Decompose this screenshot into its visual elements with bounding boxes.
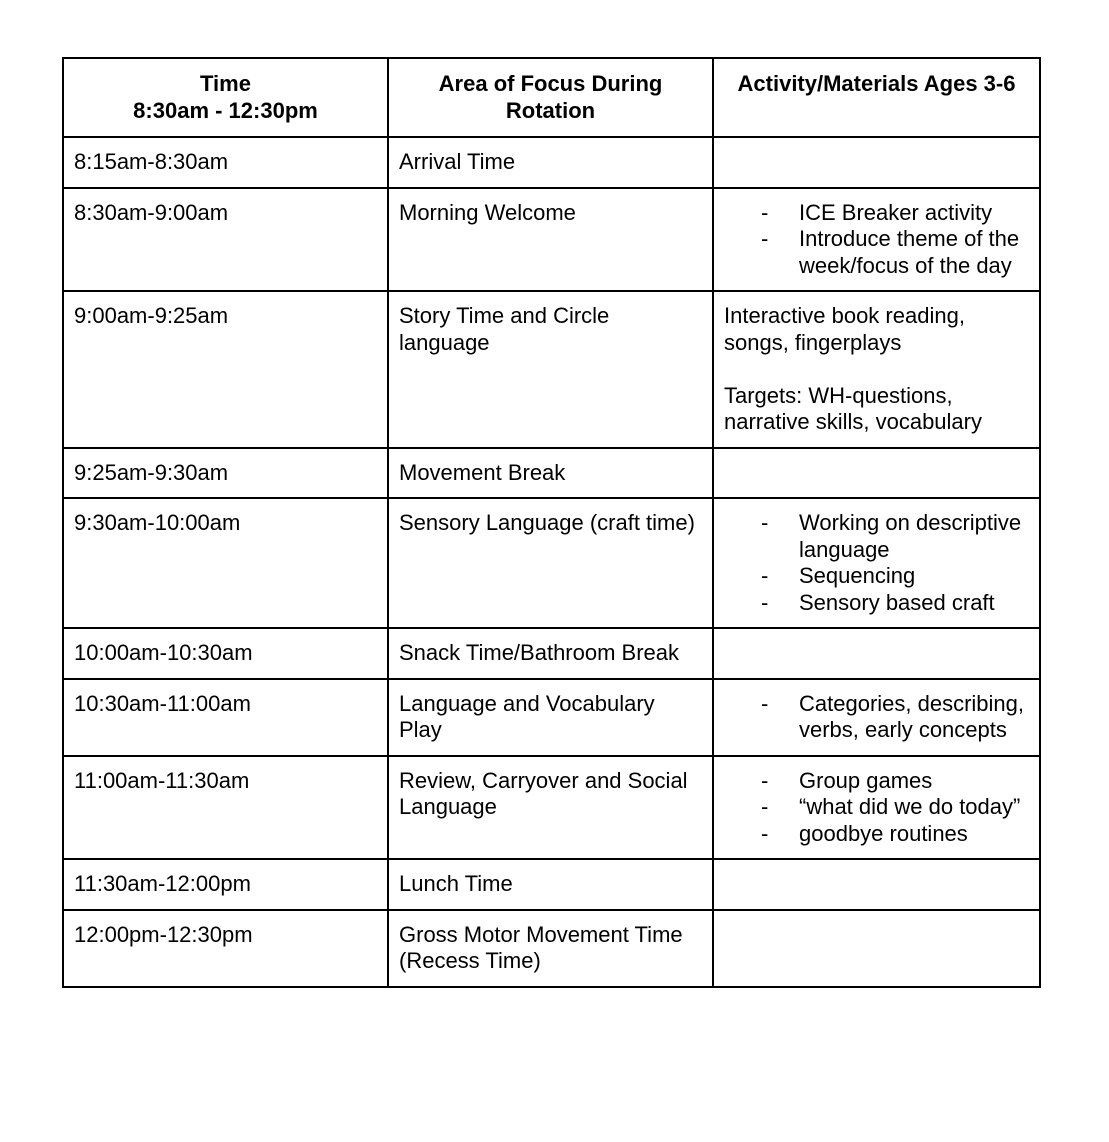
- table-row: [63, 859, 1040, 910]
- activity-cell: [713, 859, 1040, 910]
- activity-paragraph: Interactive book reading, songs, fingerplays: [724, 303, 965, 355]
- table-row: [63, 628, 1040, 679]
- activity-cell: [713, 756, 1040, 860]
- activity-cell: [713, 188, 1040, 292]
- header-row: [63, 58, 1040, 137]
- focus-cell: Gross Motor Movement Time (Recess Time): [388, 910, 713, 987]
- activity-cell: [713, 910, 1040, 987]
- activity-cell: [713, 498, 1040, 628]
- list-item: - Categories, describing, verbs, early concepts: [724, 691, 1029, 744]
- focus-cell: Movement Break: [388, 448, 713, 499]
- focus-cell: Snack Time/Bathroom Break: [388, 628, 713, 679]
- focus-cell: Story Time and Circle language: [388, 291, 713, 448]
- focus-cell: Sensory Language (craft time): [388, 498, 713, 628]
- activity-cell: [713, 679, 1040, 756]
- table-row: [63, 188, 1040, 292]
- table-row: [63, 679, 1040, 756]
- table-row: [63, 756, 1040, 860]
- activity-list: [724, 691, 1029, 744]
- focus-cell: Review, Carryover and Social Language: [388, 756, 713, 860]
- header-focus: [388, 58, 713, 137]
- activity-list: [724, 768, 1029, 848]
- activity-cell: [713, 628, 1040, 679]
- list-item: - ICE Breaker activity: [724, 200, 1029, 227]
- activity-cell: [713, 448, 1040, 499]
- schedule-table: [62, 57, 1041, 988]
- list-item: - Sensory based craft: [724, 590, 1029, 617]
- header-activity-label: Activity/Materials Ages 3-6: [737, 71, 1016, 96]
- focus-cell: Language and Vocabulary Play: [388, 679, 713, 756]
- header-focus-line2: Rotation: [505, 97, 596, 123]
- header-time: [63, 58, 388, 137]
- time-cell: 8:15am-8:30am: [63, 137, 388, 188]
- table-row: [63, 498, 1040, 628]
- activity-list: [724, 510, 1029, 616]
- list-item: - Group games: [724, 768, 1029, 795]
- header-time-title: Time: [200, 71, 251, 96]
- time-cell: 11:00am-11:30am: [63, 756, 388, 860]
- list-item: - Introduce theme of the week/focus of the day: [724, 226, 1029, 279]
- time-cell: 9:30am-10:00am: [63, 498, 388, 628]
- time-cell: 10:30am-11:00am: [63, 679, 388, 756]
- table-row: [63, 137, 1040, 188]
- time-cell: 12:00pm-12:30pm: [63, 910, 388, 987]
- activity-cell: [713, 291, 1040, 448]
- header-time-range: 8:30am - 12:30pm: [133, 97, 318, 123]
- time-cell: 9:00am-9:25am: [63, 291, 388, 448]
- header-activity: [713, 58, 1040, 137]
- list-item: - Working on descriptive language: [724, 510, 1029, 563]
- activity-list: [724, 200, 1029, 280]
- focus-cell: Arrival Time: [388, 137, 713, 188]
- table-row: [63, 448, 1040, 499]
- list-item: - goodbye routines: [724, 821, 1029, 848]
- time-cell: 10:00am-10:30am: [63, 628, 388, 679]
- table-row: [63, 910, 1040, 987]
- table-row: [63, 291, 1040, 448]
- time-cell: 8:30am-9:00am: [63, 188, 388, 292]
- list-item: - Sequencing: [724, 563, 1029, 590]
- activity-cell: [713, 137, 1040, 188]
- header-focus-line1: Area of Focus During: [438, 71, 663, 96]
- activity-paragraph: Targets: WH-questions, narrative skills, vocabulary: [724, 382, 982, 434]
- list-item: - “what did we do today”: [724, 794, 1029, 821]
- focus-cell: Lunch Time: [388, 859, 713, 910]
- focus-cell: Morning Welcome: [388, 188, 713, 292]
- time-cell: 9:25am-9:30am: [63, 448, 388, 499]
- time-cell: 11:30am-12:00pm: [63, 859, 388, 910]
